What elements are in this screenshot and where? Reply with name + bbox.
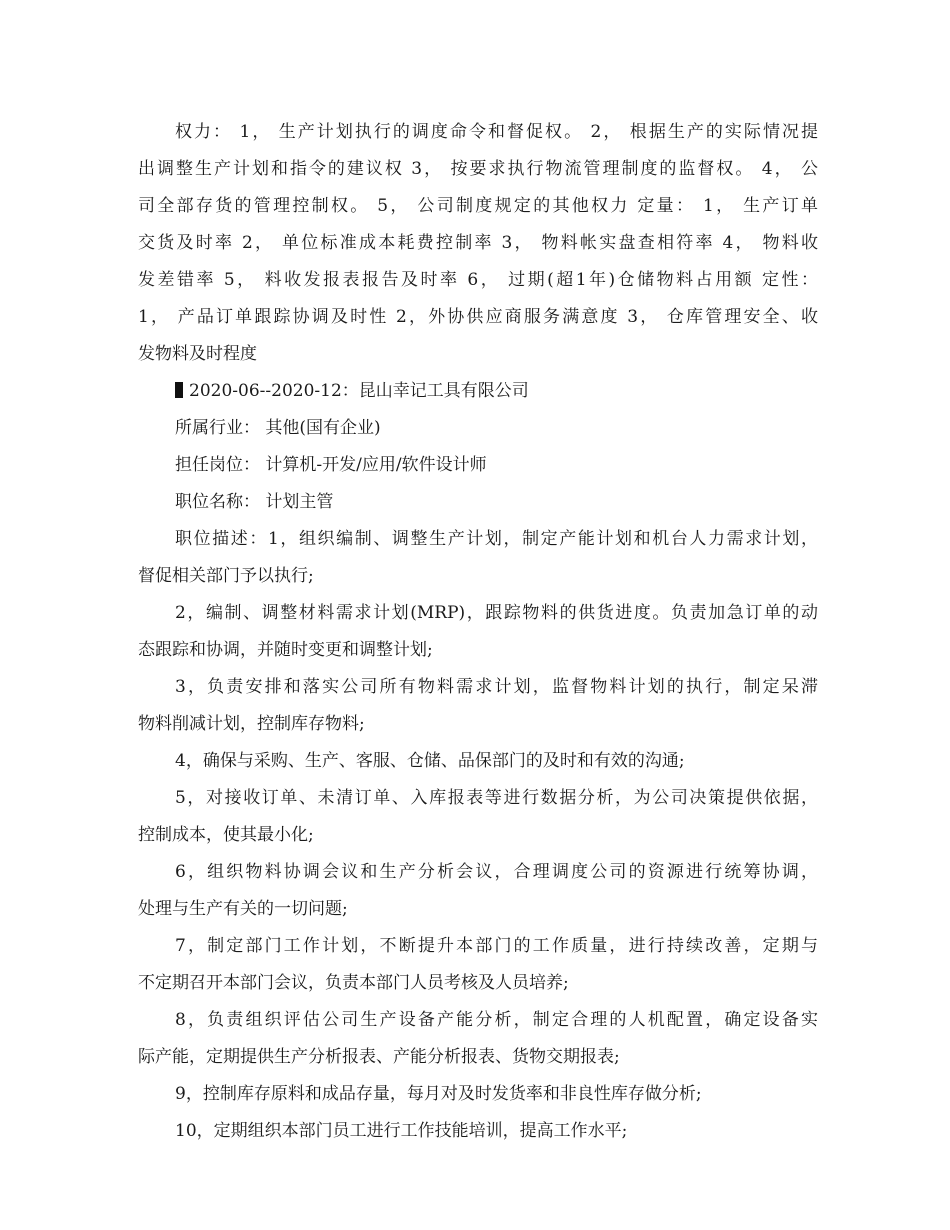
- text-line: 控制成本，使其最小化;: [138, 825, 314, 845]
- text-line: 处理与生产有关的一切问题;: [138, 899, 348, 919]
- industry-line: 所属行业： 其他(国有企业): [175, 418, 381, 438]
- text-line: 6，组织物料协调会议和生产分析会议，合理调度公司的资源进行统筹协调，: [175, 862, 818, 882]
- text-line: 际产能，定期提供生产分析报表、产能分析报表、货物交期报表;: [138, 1047, 620, 1067]
- text-line: 态跟踪和协调，并随时变更和调整计划;: [138, 640, 433, 660]
- text-line: 9，控制库存原料和成品存量，每月对及时发货率和非良性库存做分析;: [175, 1084, 702, 1104]
- text-line: 2，编制、调整材料需求计划(MRP)，跟踪物料的供货进度。负责加急订单的动: [175, 603, 818, 623]
- text-line: 出调整生产计划和指令的建议权 3， 按要求执行物流管理制度的监督权。 4， 公: [138, 159, 818, 179]
- text-line: 职位描述：1，组织编制、调整生产计划，制定产能计划和机台人力需求计划，: [175, 529, 818, 549]
- text-line: 7，制定部门工作计划，不断提升本部门的工作质量，进行持续改善，定期与: [175, 936, 818, 956]
- text-line: 4，确保与采购、生产、客服、仓储、品保部门的及时和有效的沟通;: [175, 751, 685, 771]
- text-line: 10，定期组织本部门员工进行工作技能培训，提高工作水平;: [175, 1121, 628, 1141]
- text-line: 5，对接收订单、未清订单、入库报表等进行数据分析，为公司决策提供依据，: [175, 788, 818, 808]
- bullet-marker-icon: [175, 382, 183, 398]
- text-line: 物料削减计划，控制库存物料;: [138, 714, 365, 734]
- text-line: 督促相关部门予以执行;: [138, 566, 314, 586]
- text-line: 交货及时率 2， 单位标准成本耗费控制率 3， 物料帐实盘查相符率 4， 物料收: [138, 233, 818, 253]
- job-period-heading: [175, 379, 818, 403]
- text-line: 3，负责安排和落实公司所有物料需求计划，监督物料计划的执行，制定呆滞: [175, 677, 818, 697]
- text-line: 发差错率 5， 料收发报表报告及时率 6， 过期(超1年)仓储物料占用额 定性：: [138, 270, 818, 290]
- position-line: 担任岗位： 计算机-开发/应用/软件设计师: [175, 455, 487, 475]
- text-line: 8，负责组织评估公司生产设备产能分析，制定合理的人机配置，确定设备实: [175, 1010, 818, 1030]
- text-line: 1， 产品订单跟踪协调及时性 2，外协供应商服务满意度 3， 仓库管理安全、收: [138, 307, 818, 327]
- text-line: 权力： 1， 生产计划执行的调度命令和督促权。 2， 根据生产的实际情况提: [175, 122, 818, 142]
- job-period-text: 2020-06--2020-12：昆山幸记工具有限公司: [189, 381, 529, 401]
- text-line: 司全部存货的管理控制权。 5， 公司制度规定的其他权力 定量： 1， 生产订单: [138, 196, 818, 216]
- text-line: 不定期召开本部门会议，负责本部门人员考核及人员培养;: [138, 973, 569, 993]
- text-line: 发物料及时程度: [138, 344, 257, 364]
- job-title-line: 职位名称： 计划主管: [175, 492, 334, 512]
